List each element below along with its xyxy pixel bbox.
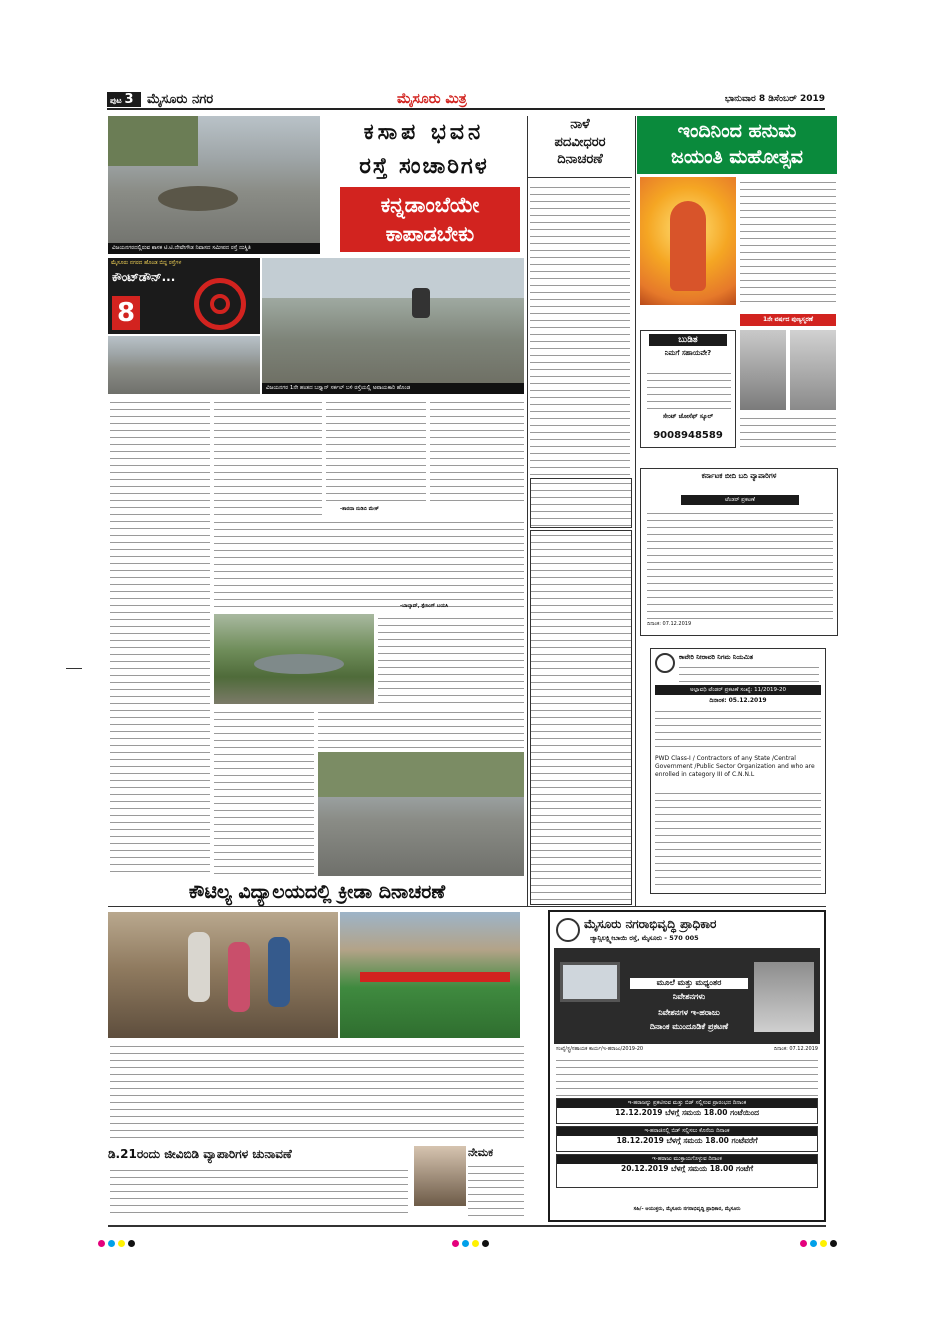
registration-dot	[472, 1240, 479, 1247]
row-3-label: ಇ-ಹರಾಜು ಮುಕ್ತಾಯಗೊಳ್ಳುವ ದಿನಾಂಕ	[557, 1155, 817, 1164]
column-rule	[527, 116, 528, 906]
row-rule	[108, 906, 826, 907]
column-rule	[635, 116, 636, 906]
target-icon	[194, 278, 246, 330]
lead-photo-road	[108, 116, 320, 254]
laptop-shape	[560, 962, 620, 1002]
muda-ref-date: ದಿನಾಂಕ: 07.12.2019	[773, 1046, 818, 1052]
nemaka-title: ನೇಮಕ	[468, 1146, 494, 1159]
muda-row-3	[556, 1154, 818, 1188]
ad-org: ಸೇಂಟ್ ಜೋಸೆಫ್ ಸ್ಕೂಲ್	[662, 413, 714, 420]
muda-row-2	[556, 1126, 818, 1152]
tender-1-body	[647, 509, 833, 619]
tender-1	[640, 468, 838, 636]
muda-body	[556, 1056, 818, 1096]
obituary-photo-man	[740, 330, 786, 410]
row-1-label: ಇ-ಹರಾಜನ್ನು ಪ್ರಕಟಿಸುವ ಮತ್ತು ಬಿಡ್ ಸಲ್ಲಿಸುವ ಪ್ರಾರಂಭದ ದಿನಾಂಕ	[557, 1099, 817, 1108]
nale-title-1: ನಾಳೆ	[570, 117, 590, 132]
byline: -ಶಾರದಾ ನುಡಿಬಿ ಮೇಕ್	[340, 506, 379, 512]
obituary-photo-woman	[790, 330, 836, 410]
puddle-photo	[214, 614, 374, 704]
nale-box	[528, 116, 632, 178]
headline-red-1: ಕನ್ನಡಾಂಬೆಯೇ	[380, 193, 480, 218]
nale-article-body	[530, 183, 630, 475]
row-rule	[108, 1225, 826, 1227]
date-line: ಭಾನುವಾರ 8 ಡಿಸೆಂಬರ್ 2019	[724, 94, 825, 104]
headline-red-2: ಕಾಪಾಡಬೇಕು	[385, 221, 475, 246]
lead-article-col-1	[110, 398, 210, 876]
row-3-value: 20.12.2019 ಬೆಳಗ್ಗೆ ಸಮಯ 18.00 ಗಂಟೆಗೆ	[621, 1164, 753, 1174]
muda-ad	[548, 910, 826, 1222]
small-road-photo	[108, 336, 260, 394]
lead-article-col-7	[214, 708, 314, 876]
registration-dot	[482, 1240, 489, 1247]
tender-2-body-a	[655, 707, 821, 753]
countdown-box	[108, 258, 260, 334]
tender-2-title: ಕಾವೇರಿ ನೀರಾವರಿ ನಿಗಮ ನಿಯಮಿತ	[679, 653, 754, 661]
tree-road-photo	[318, 752, 524, 876]
bottom-headline: ಡಿ.21ರಂದು ಜೀವಿಬಿಡಿ ವ್ಯಾಪಾರಿಗಳ ಚುನಾವಣೆ	[108, 1147, 292, 1161]
photo-caption-2: ವಿಜಯನಗರ 1ನೇ ಹಂತದ ಬಸ್ತ್ಯಾನ್ ಸರ್ಕಲ್ ಬಳಿ ರಸ್ತೆಯಲ್ಲಿ ಅಪಾಯಕಾರಿ ಹೊಂಡ	[262, 383, 524, 394]
school-photo-drill	[340, 912, 520, 1038]
nemaka-photo	[414, 1146, 466, 1206]
banner-line-2: ನಿವೇಶನಗಳು	[672, 992, 706, 1001]
registration-dot	[128, 1240, 135, 1247]
muda-banner	[554, 948, 820, 1044]
house-shape	[754, 962, 814, 1032]
tender-2-body-b	[655, 789, 821, 889]
registration-dot	[452, 1240, 459, 1247]
banner-line-1: ಮೂಲೆ ಮತ್ತು ಮಧ್ಯಂತರ	[630, 978, 748, 989]
tender-2-addr	[679, 663, 819, 683]
page-number: 3	[124, 92, 134, 107]
school-headline: ಕೌಟಿಲ್ಯ ವಿದ್ಯಾಲಯದಲ್ಲಿ ಕ್ರೀಡಾ ದಿನಾಚರಣೆ	[188, 881, 446, 903]
lead-article-col-8	[318, 708, 524, 750]
obituary-header: 1ನೇ ವರ್ಷದ ಪುಣ್ಯಸ್ಮರಣೆ	[740, 314, 836, 326]
registration-dot	[800, 1240, 807, 1247]
ad-title: ಬುಡಿತ	[649, 334, 727, 346]
school-article	[110, 1042, 524, 1142]
ad-text-lines	[647, 369, 731, 409]
countdown-label: ಮೈಸೂರು ನಗರದ ಹೊಂಡ ಬಿದ್ದ ರಸ್ತೆಗಳ	[111, 260, 182, 266]
tender-1-date: ದಿನಾಂಕ: 07.12.2019	[647, 621, 692, 627]
banner-line-3: ನಿವೇಶನಗಳ ಇ-ಹರಾಜು	[658, 1008, 720, 1017]
tender-2	[650, 648, 826, 894]
notice-box-2	[530, 530, 632, 905]
registration-dot	[820, 1240, 827, 1247]
tender-1-title: ಕರ್ನಾಟಕ ಬೀದಿ ಬದಿ ವ್ಯಾಪಾರಿಗಳ	[701, 472, 777, 480]
tender-2-english: PWD Class-I / Contractors of any State /Central Government /Public Sector Organization and who are enrolled in category III of C.N.N.L	[655, 755, 815, 779]
hanuma-body	[740, 178, 836, 306]
tender-1-sub: ಟೆಂಡರ್ ಪ್ರಕಟಣೆ	[681, 495, 799, 505]
school-photo-torch	[108, 912, 338, 1038]
hanuma-banner	[637, 116, 837, 174]
registration-dot	[108, 1240, 115, 1247]
tree-shape	[108, 116, 198, 166]
bottom-article	[110, 1166, 408, 1216]
nemaka-article	[468, 1162, 524, 1216]
hanuman-image	[640, 177, 736, 305]
lead-photo-scooter	[262, 258, 524, 394]
muda-ref: ಸಂಖ್ಯೆ/ಸ್ಟ್ರ/ಸಹಾಯಕ ಕಾರ್ಯ/ಇ-ಹರಾಜು/2019-20	[556, 1046, 644, 1052]
nale-title-3: ದಿನಾಚರಣೆ	[557, 152, 603, 168]
lead-article-col-4	[430, 398, 524, 506]
lead-headline	[324, 116, 524, 256]
obituary-ad	[640, 330, 736, 448]
muda-logo	[556, 918, 580, 942]
ad-sub: ನಿಮಗೆ ಸಹಾಯವೇ?	[664, 349, 712, 358]
countdown-number: 8	[112, 296, 140, 330]
page-header	[107, 90, 825, 110]
registration-dot	[462, 1240, 469, 1247]
photo-caption: ವಿಜಯನಗರದಲ್ಲಿರುವ ಶಾಸಕ ಟಿ.ಟಿ.ದೇವೇಗೌಡ ನಿವಾಸದ ಸಮೀಪದ ರಸ್ತೆ ದುಸ್ಥಿತಿ	[108, 243, 320, 254]
row-2-label: ಇ-ಹರಾಜಿನಲ್ಲಿ ಬಿಡ್ ಸಲ್ಲಿಸಲು ಕೊನೆಯ ದಿನಾಂಕ	[557, 1127, 817, 1136]
cnnl-logo	[655, 653, 675, 673]
lead-article-col-6	[378, 614, 524, 704]
muda-address: ಜ್ಯಾನ್ಸಿಲಕ್ಷ್ಮೀಬಾಯಿ ರಸ್ತೆ, ಮೈಸೂರು - 570 005	[590, 934, 699, 942]
muda-footer: ಸಹಿ/- ಆಯುಕ್ತರು, ಮೈಸೂರು ನಗರಾಭಿವೃದ್ಧಿ ಪ್ರಾಧಿಕಾರ, ಮೈಸೂರು	[633, 1206, 741, 1212]
banner-line-4: ದಿನಾಂಕ ಮುಂದೂಡಿಕೆ ಪ್ರಕಟಣೆ	[649, 1022, 729, 1031]
notice-box-1	[530, 478, 632, 528]
lead-article-col-5	[214, 518, 524, 610]
headline-line-2: ರಸ್ತೆ ಸಂಚಾರಿಗಳ	[359, 153, 489, 179]
headline-red-block	[340, 187, 520, 252]
lead-article-col-3	[326, 398, 426, 506]
hanuma-title-2: ಜಯಂತಿ ಮಹೋತ್ಸವ	[671, 145, 803, 168]
left-margin-mark	[66, 668, 82, 669]
tender-2-date: ದಿನಾಂಕ: 05.12.2019	[709, 697, 767, 704]
registration-dot	[98, 1240, 105, 1247]
ad-phone: 9008948589	[653, 430, 723, 441]
row-2-value: 18.12.2019 ಬೆಳಗ್ಗೆ ಸಮಯ 18.00 ಗಂಟೆವರೆಗೆ	[616, 1136, 758, 1146]
registration-dot	[810, 1240, 817, 1247]
hanuma-title-1: ಇಂದಿನಿಂದ ಹನುಮ	[677, 120, 797, 142]
nale-title-2: ಪದವೀಧರರ	[554, 134, 606, 150]
row-1-value: 12.12.2019 ಬೆಳಗ್ಗೆ ಸಮಯ 18.00 ಗಂಟೆಯಿಂದ	[615, 1108, 759, 1118]
headline-line-1: ಕಸಾಪ ಭವನ	[363, 120, 485, 145]
scooter-shape	[412, 288, 430, 318]
registration-dot	[830, 1240, 837, 1247]
byline-2: -ಬಾಲ್ಕಾವ್, ಸ್ಪೇಸಿಂಗ್ ಬಯಸಿ	[400, 603, 449, 609]
page-number-box	[107, 92, 141, 107]
muda-row-1	[556, 1098, 818, 1124]
pothole-shape	[158, 186, 238, 211]
countdown-word: ಕೌಂಟ್‌ಡೌನ್...	[112, 270, 176, 285]
page-label: ಪುಟ	[110, 96, 122, 105]
registration-dot	[118, 1240, 125, 1247]
tender-2-notice: ಅಲ್ಪಾವಧಿ ಟೆಂಡರ್ ಪ್ರಕಟಣೆ ಸಂಖ್ಯೆ: 11/2019-20	[655, 685, 821, 695]
section-name: ಮೈಸೂರು ನಗರ	[147, 92, 214, 107]
muda-title: ಮೈಸೂರು ನಗರಾಭಿವೃದ್ಧಿ ಪ್ರಾಧಿಕಾರ	[584, 917, 717, 931]
deity-figure	[670, 201, 706, 291]
obituary-text	[740, 414, 836, 448]
masthead: ಮೈಸೂರು ಮಿತ್ರ	[397, 91, 467, 107]
